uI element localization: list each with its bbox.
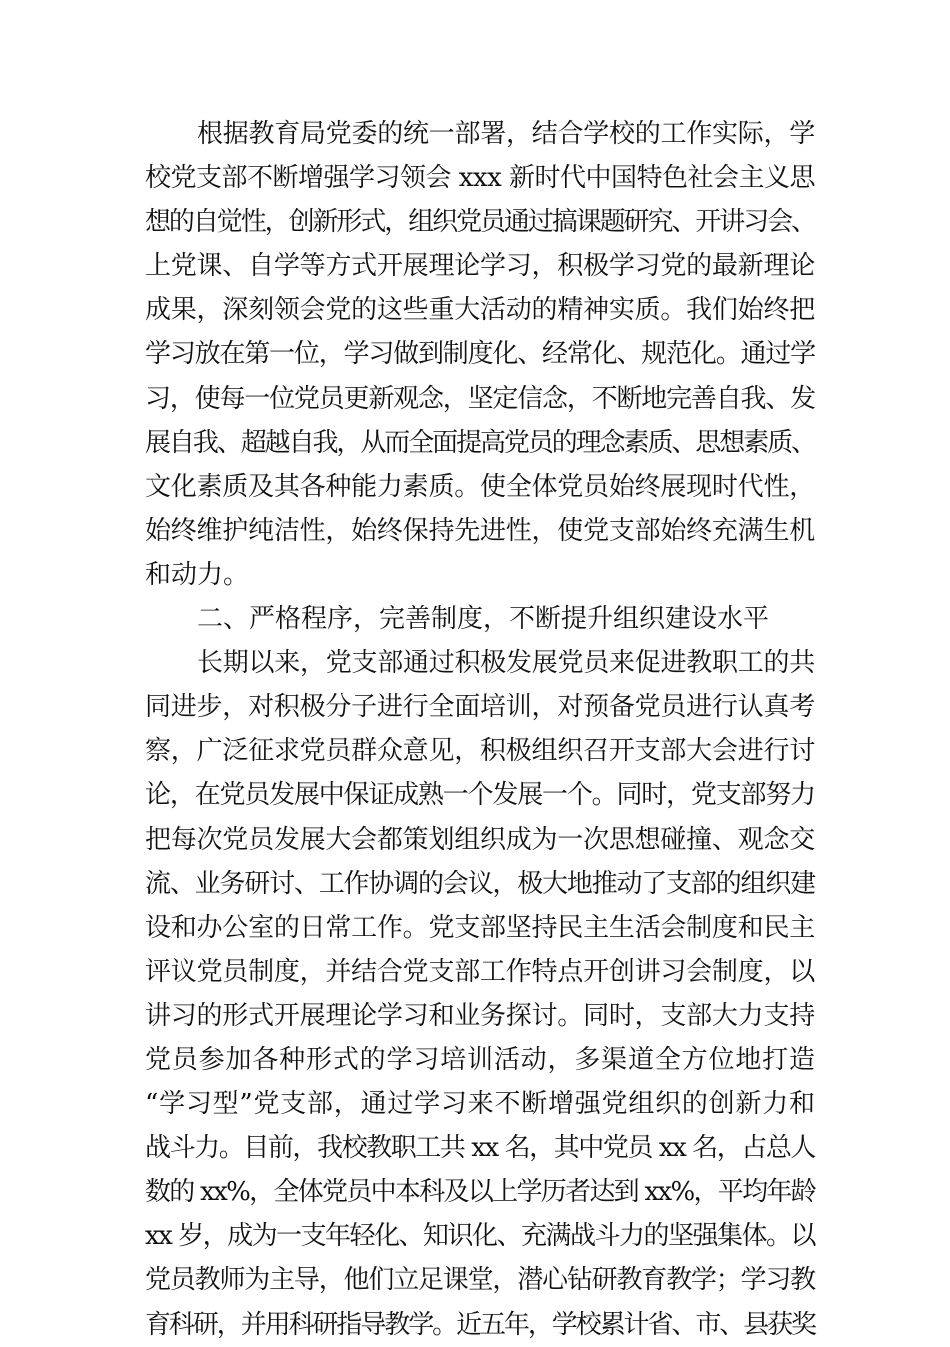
- paragraph-line: 把每次党员发展大会都策划组织成为一次思想碰撞、观念交: [145, 824, 815, 855]
- paragraph-line: 校党支部不断增强学习领会 xxx 新时代中国特色社会主义思: [145, 163, 815, 194]
- paragraph-line: 数的 xx%，全体党员中本科及以上学历者达到 xx%，平均年龄: [145, 1177, 815, 1208]
- paragraph-line: 战斗力。目前，我校教职工共 xx 名，其中党员 xx 名，占总人: [145, 1133, 815, 1164]
- paragraph-line: 设和办公室的日常工作。党支部坚持民主生活会制度和民主: [145, 912, 815, 943]
- paragraph-line: 流、业务研讨、工作协调的会议，极大地推动了支部的组织建: [145, 868, 815, 899]
- paragraph-line: 根据教育局党委的统一部署，结合学校的工作实际，学: [197, 119, 815, 149]
- paragraph-line: 学习放在第一位，学习做到制度化、经常化、规范化。通过学: [145, 339, 815, 370]
- paragraph-line: 育科研，并用科研指导教学。近五年，学校累计省、市、县获奖: [145, 1309, 815, 1340]
- paragraph-line: 始终维护纯洁性，始终保持先进性，使党支部始终充满生机: [145, 515, 815, 546]
- paragraph-line: 上党课、自学等方式开展理论学习，积极学习党的最新理论: [145, 251, 815, 282]
- paragraph-line: 讲习的形式开展理论学习和业务探讨。同时，支部大力支持: [145, 1000, 815, 1031]
- paragraph-line: 论，在党员发展中保证成熟一个发展一个。同时，党支部努力: [145, 780, 815, 811]
- body-text: [145, 112, 815, 1347]
- paragraph-line: 察，广泛征求党员群众意见，积极组织召开支部大会进行讨: [145, 736, 815, 767]
- paragraph-line: 成果，深刻领会党的这些重大活动的精神实质。我们始终把: [145, 295, 815, 326]
- paragraph-line: 长期以来，党支部通过积极发展党员来促进教职工的共: [197, 648, 815, 679]
- paragraph-line: xx 岁，成为一支年轻化、知识化、充满战斗力的坚强集体。以: [145, 1221, 815, 1252]
- paragraph-line: 文化素质及其各种能力素质。使全体党员始终展现时代性，: [145, 471, 815, 502]
- paragraph-line: 习，使每一位党员更新观念，坚定信念，不断地完善自我、发: [145, 383, 815, 414]
- paragraph-line: 展自我、超越自我，从而全面提高党员的理念素质、思想素质、: [145, 427, 815, 458]
- paragraph-line: 同进步，对积极分子进行全面培训，对预备党员进行认真考: [145, 692, 815, 723]
- paragraph-line: 党员参加各种形式的学习培训活动，多渠道全方位地打造: [145, 1044, 815, 1075]
- paragraph-line: 评议党员制度，并结合党支部工作特点开创讲习会制度，以: [145, 956, 815, 987]
- section-heading: 二、严格程序，完善制度，不断提升组织建设水平: [197, 604, 770, 635]
- paragraph-line: 党员教师为主导，他们立足课堂，潜心钻研教育教学；学习教: [145, 1265, 815, 1296]
- paragraph-line: “学习型”党支部，通过学习来不断增强党组织的创新力和: [145, 1089, 815, 1120]
- paragraph-line: 和动力。: [145, 559, 250, 590]
- paragraph-line: 想的自觉性，创新形式，组织党员通过搞课题研究、开讲习会、: [145, 207, 815, 238]
